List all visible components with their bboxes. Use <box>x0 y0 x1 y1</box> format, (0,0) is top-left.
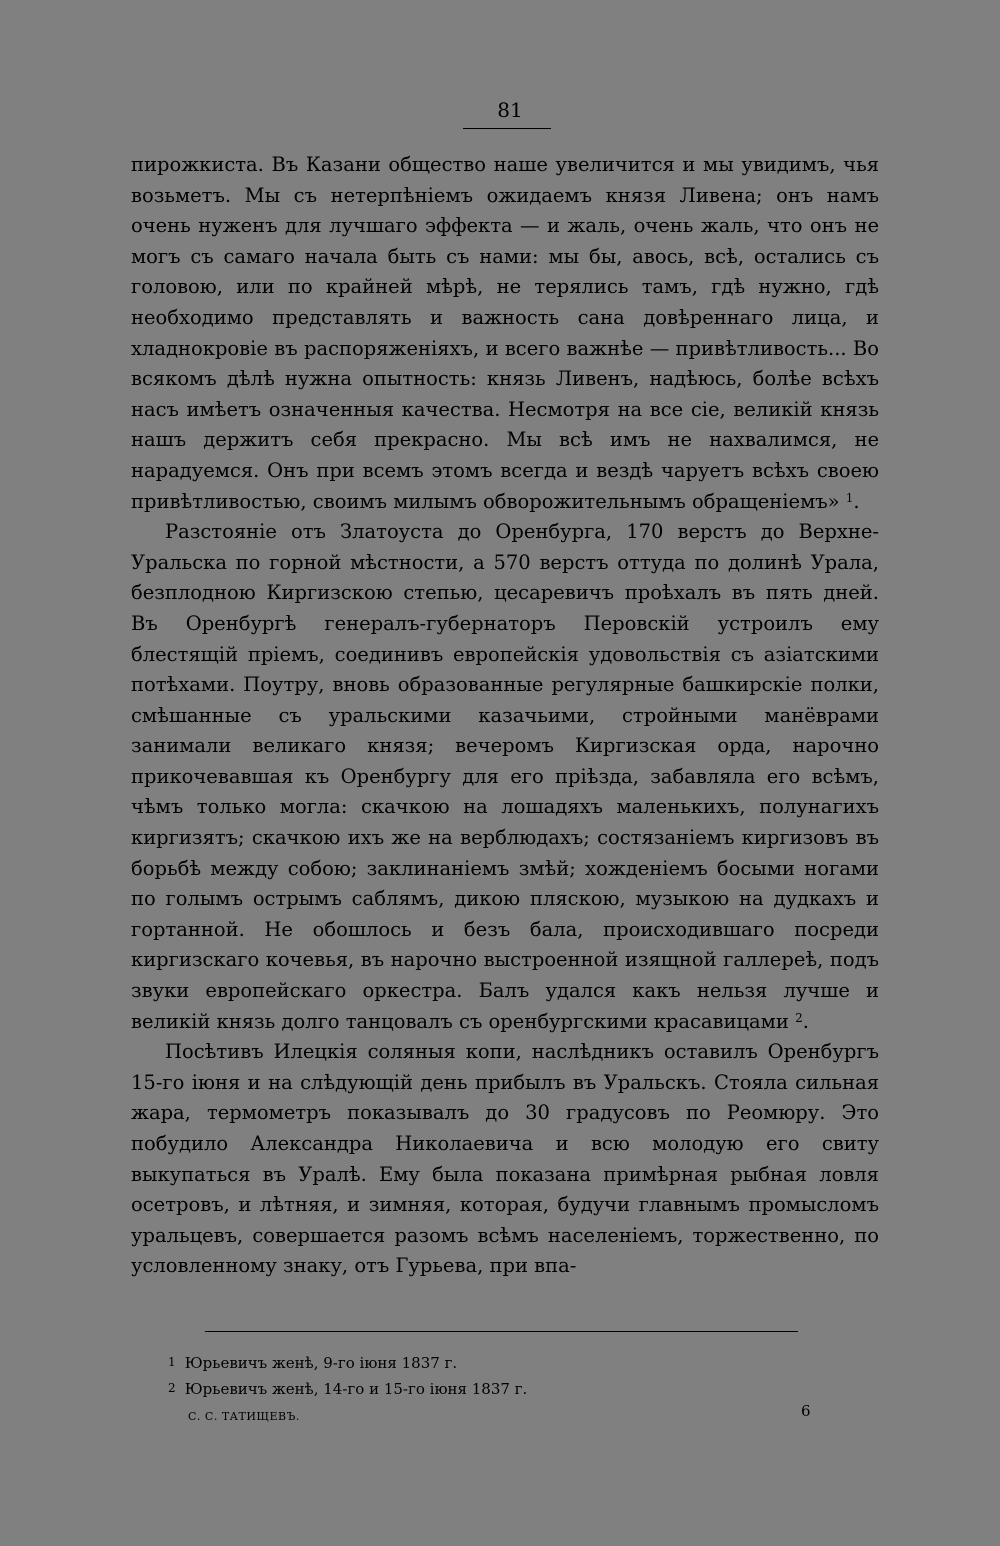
paragraph-3 <box>131 1037 879 1282</box>
footnote-separator <box>205 1331 798 1332</box>
page-number-rule <box>463 128 551 129</box>
paragraph-text: пирожкиста. Въ Казани общество наше увеличится и мы увидимъ, чья возьметъ. Мы съ нетерпѣніемъ ожидаемъ князя Ливена; онъ намъ очень нуженъ для лучшаго эффекта — и жаль, очень жаль, что онъ не могъ съ самаго начала быть съ нами: мы бы, авось, всѣ, остались съ головою, или по крайней мѣрѣ, не терялись тамъ, гдѣ нужно, гдѣ необходимо представлять и важность сана довѣреннаго лица, и хладнокровіе въ распоряженіяхъ, и всего важнѣе — привѣтливость... Во всякомъ дѣлѣ нужна опытность: князь Ливенъ, надѣюсь, болѣе всѣхъ насъ имѣетъ означенныя качества. Несмотря на все сіе, великій князь нашъ держитъ себя прекрасно. Мы всѣ имъ не нахвалимся, не нарадуемся. Онъ при всемъ этомъ всегда и вездѣ чаруетъ всѣхъ своею привѣтливостью, своимъ милымъ обворожительнымъ обращеніемъ» <box>131 153 879 513</box>
footnote-1 <box>168 1350 868 1376</box>
footnote-ref-2[interactable]: 2 <box>795 1010 803 1025</box>
sheet-number: 6 <box>801 1402 811 1420</box>
paragraph-tail: . <box>853 489 860 513</box>
footnote-mark: 2 <box>168 1381 176 1395</box>
paragraph-1 <box>131 150 879 517</box>
body-text <box>131 150 879 1282</box>
footnote-text: Юрьевичъ женѣ, 14-го и 15-го іюня 1837 г. <box>184 1380 528 1398</box>
footnote-text: Юрьевичъ женѣ, 9-го іюня 1837 г. <box>184 1354 458 1372</box>
footnote-2 <box>168 1376 868 1402</box>
paragraph-text: Посѣтивъ Илецкія соляныя копи, наслѣдникъ оставилъ Оренбургъ 15-го іюня и на слѣдующій день прибылъ въ Уральскъ. Стояла сильная жара, термометръ показывалъ до 30 градусовъ по Реомюру. Это побудило Александра Николаевича и всю молодую его свиту выкупаться въ Уралѣ. Ему была показана примѣрная рыбная ловля осетровъ, и лѣтняя, и зимняя, которая, будучи главнымъ промысломъ уральцевъ, совершается разомъ всѣмъ населеніемъ, торжественно, по условленному знаку, отъ Гурьева, при впа- <box>131 1040 879 1278</box>
footnote-mark: 1 <box>168 1355 176 1369</box>
paragraph-text: Разстояніе отъ Златоуста до Оренбурга, 170 верстъ до Верхне-Уральска по горной мѣстности, а 570 верстъ оттуда по долинѣ Урала, безплодною Киргизскою степью, цесаревичъ проѣхалъ въ пять дней. Въ Оренбургѣ генералъ-губернаторъ Перовскій устроилъ ему блестящій пріемъ, соединивъ европейскія удовольствія съ азіатскими потѣхами. Поутру, вновь образованные регулярные башкирскіе полки, смѣшанные съ уральскими казачьими, стройными манёврами занимали великаго князя; вечеромъ Киргизская орда, нарочно прикочевавшая къ Оренбургу для его пріѣзда, забавляла его всѣмъ, чѣмъ только могла: скачкою на лошадяхъ маленькихъ, полунагихъ киргизятъ; скачкою ихъ же на верблюдахъ; состязаніемъ киргизовъ въ борьбѣ между собою; заклинаніемъ змѣй; хожденіемъ босыми ногами по голымъ острымъ саблямъ, дикою пляскою, музыкою на дудкахъ и гортанной. Не обошлось и безъ бала, происходившаго посреди киргизскаго кочевья, въ нарочно выстроенной изящной галлереѣ, подъ звуки европейскаго оркестра. Балъ удался какъ нельзя лучше и великій князь долго танцовалъ съ оренбургскими красавицами <box>131 520 879 1033</box>
footnote-ref-1[interactable]: 1 <box>845 490 854 505</box>
paragraph-2 <box>131 517 879 1037</box>
paragraph-tail: . <box>802 1009 809 1033</box>
footnotes <box>168 1350 868 1402</box>
page-number: 81 <box>497 98 523 122</box>
author-signature: С. С. ТАТИЩЕВЪ. <box>188 1410 300 1423</box>
